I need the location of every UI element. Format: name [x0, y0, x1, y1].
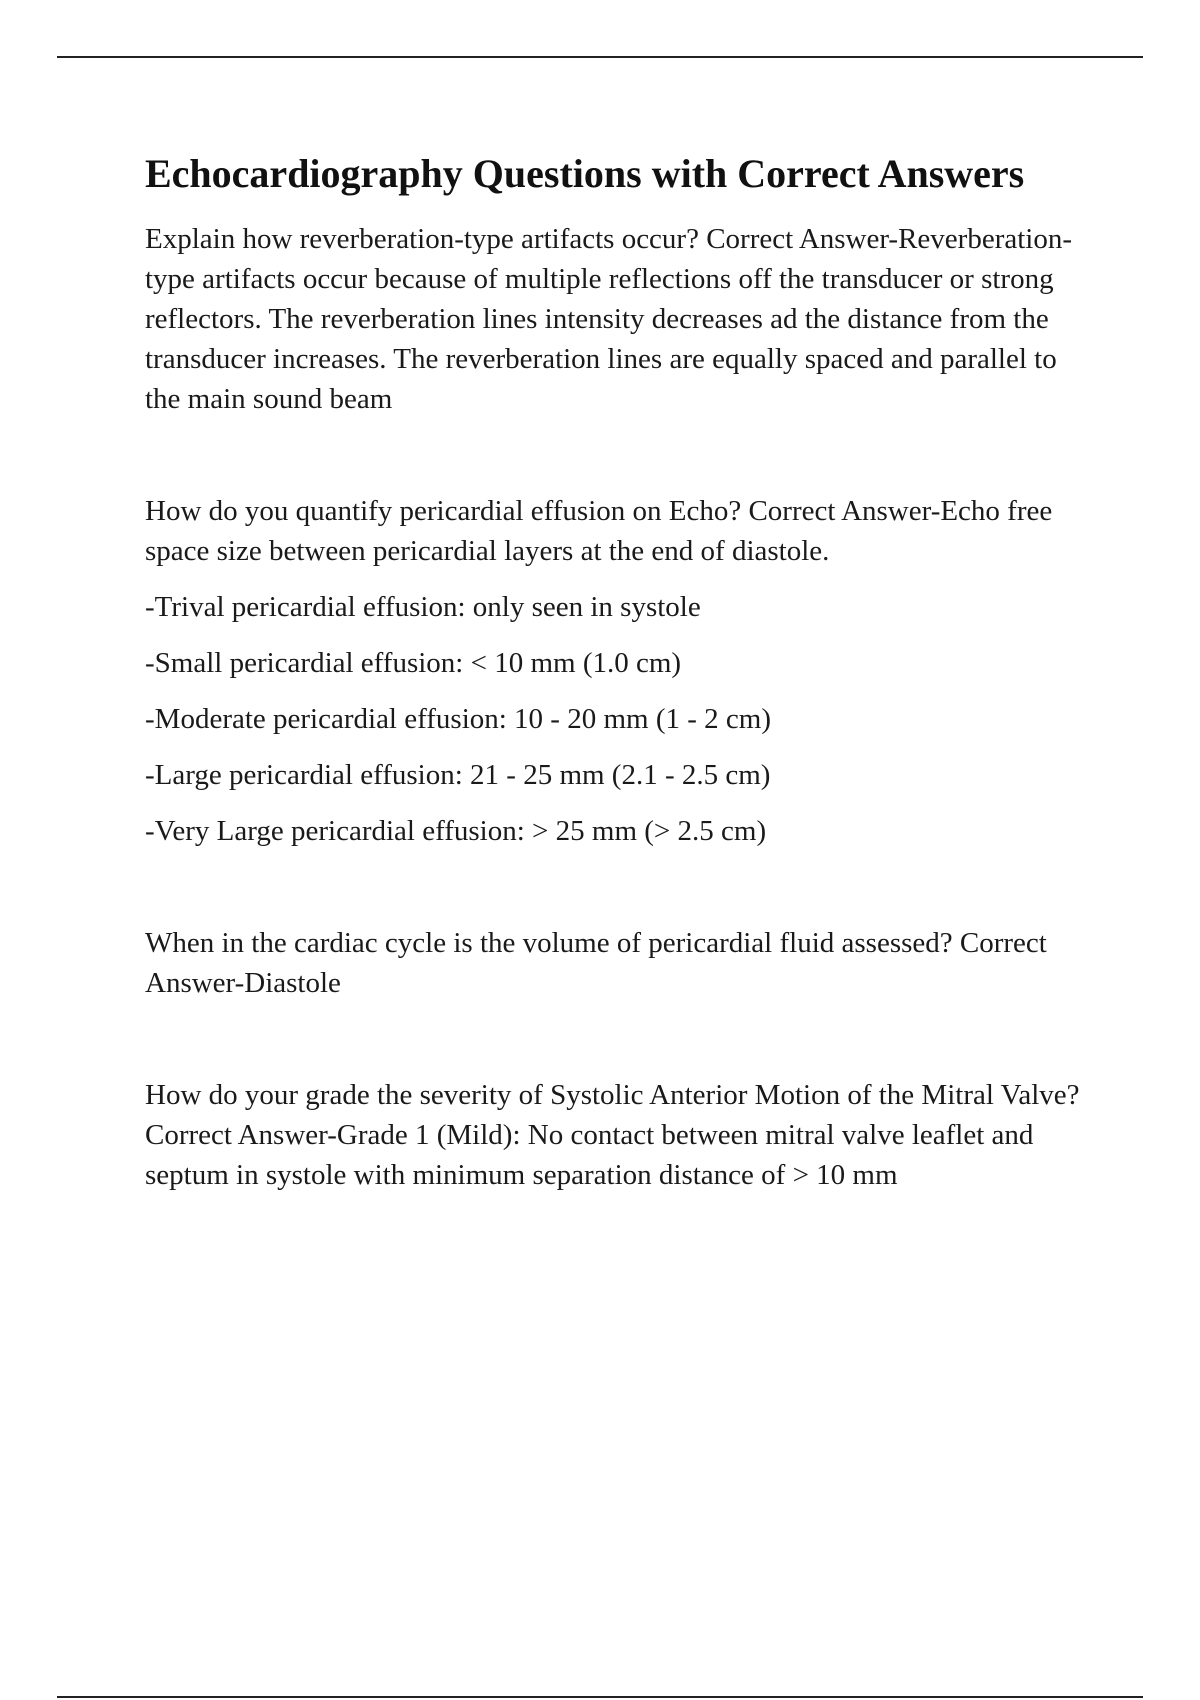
effusion-grade-item: -Small pericardial effusion: < 10 mm (1.0 cm)	[145, 647, 682, 679]
document-body	[145, 146, 1095, 1195]
paragraph-sam-grading: How do your grade the severity of Systolic Anterior Motion of the Mitral Valve? Correct Answer-Grade 1 (Mild): No contact between mitral valve leaflet and septum in systole with minimum separation distance of > 10 mm	[145, 1079, 1080, 1191]
paragraph-effusion-intro: How do you quantify pericardial effusion on Echo? Correct Answer-Echo free space size between pericardial layers at the end of diastole.	[145, 495, 1053, 567]
paragraph-fluid-timing: When in the cardiac cycle is the volume of pericardial fluid assessed? Correct Answer-Diastole	[145, 927, 1047, 999]
bottom-divider	[57, 1696, 1143, 1698]
effusion-grade-item: -Trival pericardial effusion: only seen in systole	[145, 591, 701, 623]
effusion-grade-item: -Large pericardial effusion: 21 - 25 mm (2.1 - 2.5 cm)	[145, 759, 771, 791]
paragraph-reverberation: Explain how reverberation-type artifacts occur? Correct Answer-Reverberation-type artifacts occur because of multiple reflections off the transducer or strong reflectors. The reverberation lines intensity decreases ad the distance from the transducer increases. The reverberation lines are equally spaced and parallel to the main sound beam	[145, 223, 1073, 415]
top-divider	[57, 56, 1143, 58]
document-title: Echocardiography Questions with Correct Answers	[145, 151, 1025, 196]
effusion-grade-item: -Moderate pericardial effusion: 10 - 20 mm (1 - 2 cm)	[145, 703, 771, 735]
effusion-grade-item: -Very Large pericardial effusion: > 25 mm (> 2.5 cm)	[145, 815, 767, 847]
